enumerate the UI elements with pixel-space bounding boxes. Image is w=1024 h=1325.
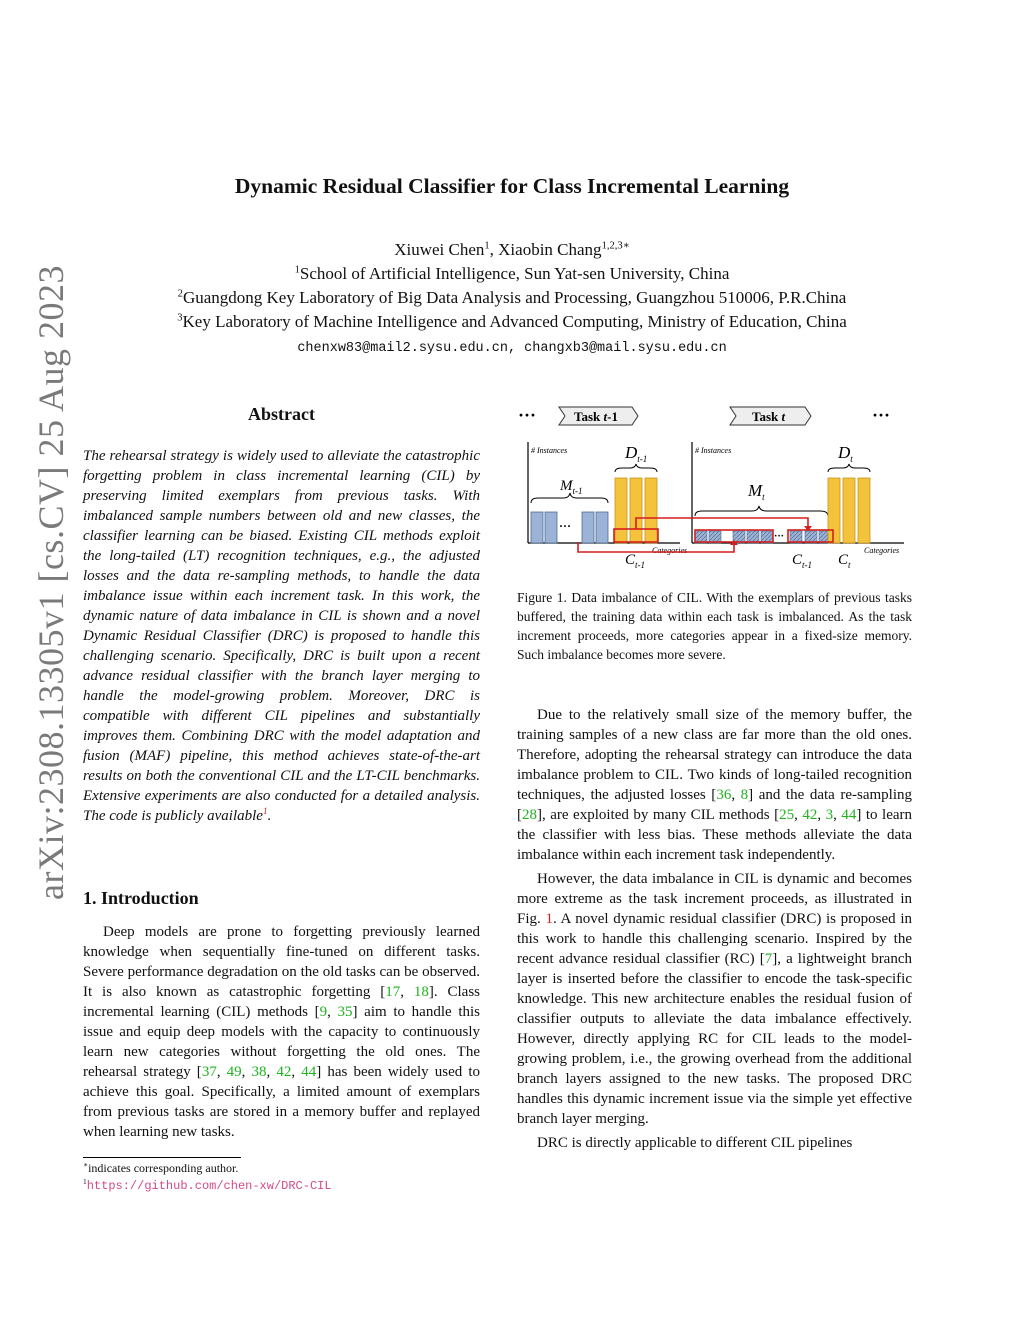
footnote-mark: ∗ (83, 1160, 89, 1169)
new-class-bar (630, 478, 642, 543)
paragraph (517, 1133, 912, 1153)
paragraph-text: ] and the data re-sampling [ (517, 787, 913, 823)
paragraph-text: , (327, 1004, 338, 1020)
memory-brace-prev (531, 493, 608, 503)
new-class-bar (615, 478, 627, 543)
citation-link[interactable]: 37 (201, 1064, 217, 1080)
memory-label-prev: $M_{t-1}$ (560, 478, 583, 496)
footnote-mark: 1 (83, 1177, 87, 1186)
paragraph-text: , (400, 984, 414, 1000)
section-heading-introduction: 1. Introduction (83, 888, 199, 908)
citation-link[interactable]: 44 (301, 1064, 317, 1080)
paragraph-text: , (833, 807, 842, 823)
paragraph-text: , (731, 787, 741, 803)
abstract-heading: Abstract (248, 404, 315, 424)
abstract-end: . (267, 808, 272, 824)
affiliation-mark: 2 (177, 288, 183, 300)
citation-link[interactable]: 42 (276, 1064, 292, 1080)
new-class-bar (828, 478, 840, 543)
citation-link[interactable]: 3 (825, 807, 834, 823)
paragraph-text: , (216, 1064, 227, 1080)
paragraph-text: ], a lightweight branch layer is inserted before the classifier to encode the task-specific knowledge. This new architecture enables the residual fusion of classifier outputs to alleviate the data imbalance effectively. However, directly applying RC for CIL leads to the model-growing problem, i.e., the growing overhead from the additional branch layers assigned to the new tasks. The proposed DRC handles this dynamic increment issue via the simple yet effective branch layer merging. (517, 951, 913, 1127)
ellipsis-right: ··· (872, 405, 891, 425)
affiliation-line (0, 312, 1024, 332)
new-class-bar (843, 478, 855, 543)
paragraph-text: , (817, 807, 826, 823)
data-brace-cur (828, 464, 870, 472)
citation-link[interactable]: 49 (226, 1064, 242, 1080)
transfer-arrow-new-to-memory (636, 518, 808, 529)
citation-link[interactable]: 25 (779, 807, 795, 823)
x-axis-label-prev: Categories (652, 546, 688, 555)
footnote-link[interactable]: 1 (262, 807, 268, 817)
abstract-text: The rehearsal strategy is widely used to alleviate the catastrophic forgetting problem in class incremental learning (CIL) by preserving limited exemplars from previous tasks. With imbalanced sample numbers between old and new classes, the classifier learning can be biased. Existing CIL methods exploit the long-tailed (LT) recognition techniques, e.g., the adjusted losses and the data re-sampling methods, to handle the data imbalance issue within each increment task. In this work, the dynamic nature of data imbalance in CIL is shown and a novel Dynamic Residual Classifier (DRC) is proposed to handle this challenging scenario. Specifically, DRC is built upon a recent advance residual classifier with the branch layer merging to handle the model-growing problem. Moreover, DRC is compatible with different CIL pipelines and substantially improves them. Combining DRC with the model adaptation and fusion (MAF) pipeline, this method achieves state-of-the-art results on both the conventional CIL and the LT-CIL benchmarks. Extensive experiments are also conducted for a detailed analysis. The code is publicly available (83, 448, 480, 824)
paragraph (517, 705, 912, 865)
citation-link[interactable]: 38 (251, 1064, 267, 1080)
code-url-link[interactable]: https://github.com/chen-xw/DRC-CIL (86, 1179, 332, 1193)
citation-link[interactable]: 7 (764, 951, 773, 967)
ellipsis-left: ··· (518, 405, 537, 425)
y-axis-label-prev: # Instances (531, 446, 568, 455)
paragraph-text: Deep models are prone to forgetting previously learned knowledge when sequentially fine-tuned on different tasks. Severe performance degradation on the old tasks can be observed. It is also known as catastrophic forgetting [ (83, 924, 480, 1000)
new-class-bar (858, 478, 870, 543)
category-label-cur-prev: $C_{t-1}$ (792, 552, 813, 570)
paragraph-text: ] aim to handle this issue and equip deep models with the capacity to continuously learn new categories without forgetting the old ones. The rehearsal strategy [ (83, 1004, 480, 1080)
y-axis-label-cur: # Instances (695, 446, 732, 455)
footnote (83, 1178, 332, 1194)
paragraph-text: . A novel dynamic residual classifier (DRC) is proposed in this work to handle this challenging scenario. Inspired by the recent advance residual classifier (RC) [ (517, 911, 912, 967)
paragraph (83, 922, 480, 1142)
data-label-prev: $D_{t-1}$ (625, 443, 648, 464)
paragraph-text: , (794, 807, 803, 823)
citation-link[interactable]: 28 (522, 807, 537, 823)
affiliation-text: School of Artificial Intelligence, Sun Yat-sen University, China (299, 264, 730, 283)
new-class-bar (645, 478, 657, 543)
author-affil-mark: 1 (484, 240, 490, 252)
figure-1-diagram (512, 398, 922, 578)
citation-link[interactable]: 36 (716, 787, 732, 803)
paragraph-text: However, the data imbalance in CIL is dynamic and becomes more extreme as the task increment proceeds, as illustrated in Fig. (517, 871, 912, 927)
paragraph-text: , (241, 1064, 252, 1080)
old-class-bar (582, 512, 594, 543)
intro-left-column (83, 922, 480, 1142)
figure-ref-link[interactable]: 1 (545, 911, 553, 927)
author-name: Xiuwei Chen (394, 240, 485, 259)
intro-right-column (517, 705, 912, 1153)
citation-link[interactable]: 18 (413, 984, 429, 1000)
citation-link[interactable]: 44 (841, 807, 857, 823)
affiliation-line (0, 264, 1024, 284)
paragraph-text: ] has been widely used to achieve this goal. Specifically, a limited amount of exemplars from previous tasks are stored in a memory buffer and replayed when learning new tasks. (83, 1064, 481, 1140)
bar-ellipsis: ··· (559, 519, 572, 533)
category-label-prev: $C_{t-1}$ (625, 552, 646, 570)
citation-link[interactable]: 17 (385, 984, 401, 1000)
citation-link[interactable]: 42 (802, 807, 818, 823)
paragraph-text: , (291, 1064, 302, 1080)
paragraph-text: Due to the relatively small size of the memory buffer, the training samples of a new class are far more than the old ones. Therefore, adopting the rehearsal strategy can introduce the data imbalance problem to CIL. Two kinds of long-tailed recognition techniques, the adjusted losses [ (517, 707, 912, 803)
author-emails: chenxw83@mail2.sysu.edu.cn, changxb3@mail.sysu.edu.cn (297, 341, 727, 356)
x-axis-label-cur: Categories (864, 546, 900, 555)
data-brace-prev (615, 464, 657, 472)
paragraph-text: , (266, 1064, 277, 1080)
affiliation-mark: 1 (294, 264, 300, 276)
paragraph-text: ]. Class incremental learning (CIL) methods [ (83, 984, 481, 1020)
author-line (0, 240, 1024, 260)
category-label-cur: $C_t$ (838, 552, 851, 570)
old-class-bar (545, 512, 557, 543)
footnote-rule (83, 1157, 241, 1158)
affiliation-mark: 3 (177, 312, 183, 324)
paragraph-text: ] to learn the classifier with less bias. These methods alleviate the data imbalance within each increment task independently. (517, 807, 913, 863)
task-cur-label: Task t (752, 409, 786, 424)
author-separator: , (489, 240, 499, 259)
paragraph (517, 869, 912, 1129)
citation-link[interactable]: 35 (337, 1004, 353, 1020)
citation-link[interactable]: 9 (319, 1004, 328, 1020)
old-class-bar (531, 512, 543, 543)
author-affil-mark: 1,2,3∗ (601, 240, 630, 252)
figure-1-caption: Figure 1. Data imbalance of CIL. With the exemplars of previous tasks buffered, the training data within each task is imbalanced. As the task increment proceeds, more categories appear in a fixed-size memory. Such imbalance becomes more severe. (517, 590, 912, 662)
paragraph-text: ], are exploited by many CIL methods [ (537, 807, 780, 823)
memory-brace-cur (695, 506, 828, 516)
citation-link[interactable]: 8 (740, 787, 749, 803)
abstract-body (83, 446, 480, 826)
paragraph-text: DRC is directly applicable to different CIL pipelines (537, 1135, 853, 1151)
old-class-bar (596, 512, 608, 543)
memory-label-cur: $M_t$ (748, 481, 765, 502)
task-prev-label: Task t-1 (574, 409, 618, 424)
footnote (83, 1161, 238, 1176)
footnote-text: indicates corresponding author. (88, 1161, 239, 1175)
data-label-cur: $D_t$ (838, 443, 853, 464)
arxiv-side-stamp: arXiv:2308.13305v1 [cs.CV] 25 Aug 2023 (31, 265, 71, 900)
bar-ellipsis: ··· (774, 531, 785, 542)
author-name: Xiaobin Chang (498, 240, 602, 259)
paper-title: Dynamic Residual Classifier for Class Incremental Learning (234, 174, 790, 198)
affiliation-text: Key Laboratory of Machine Intelligence and Advanced Computing, Ministry of Education, China (182, 312, 847, 331)
affiliation-text: Guangdong Key Laboratory of Big Data Analysis and Processing, Guangzhou 510006, P.R.China (182, 288, 847, 307)
affiliation-line (0, 288, 1024, 308)
